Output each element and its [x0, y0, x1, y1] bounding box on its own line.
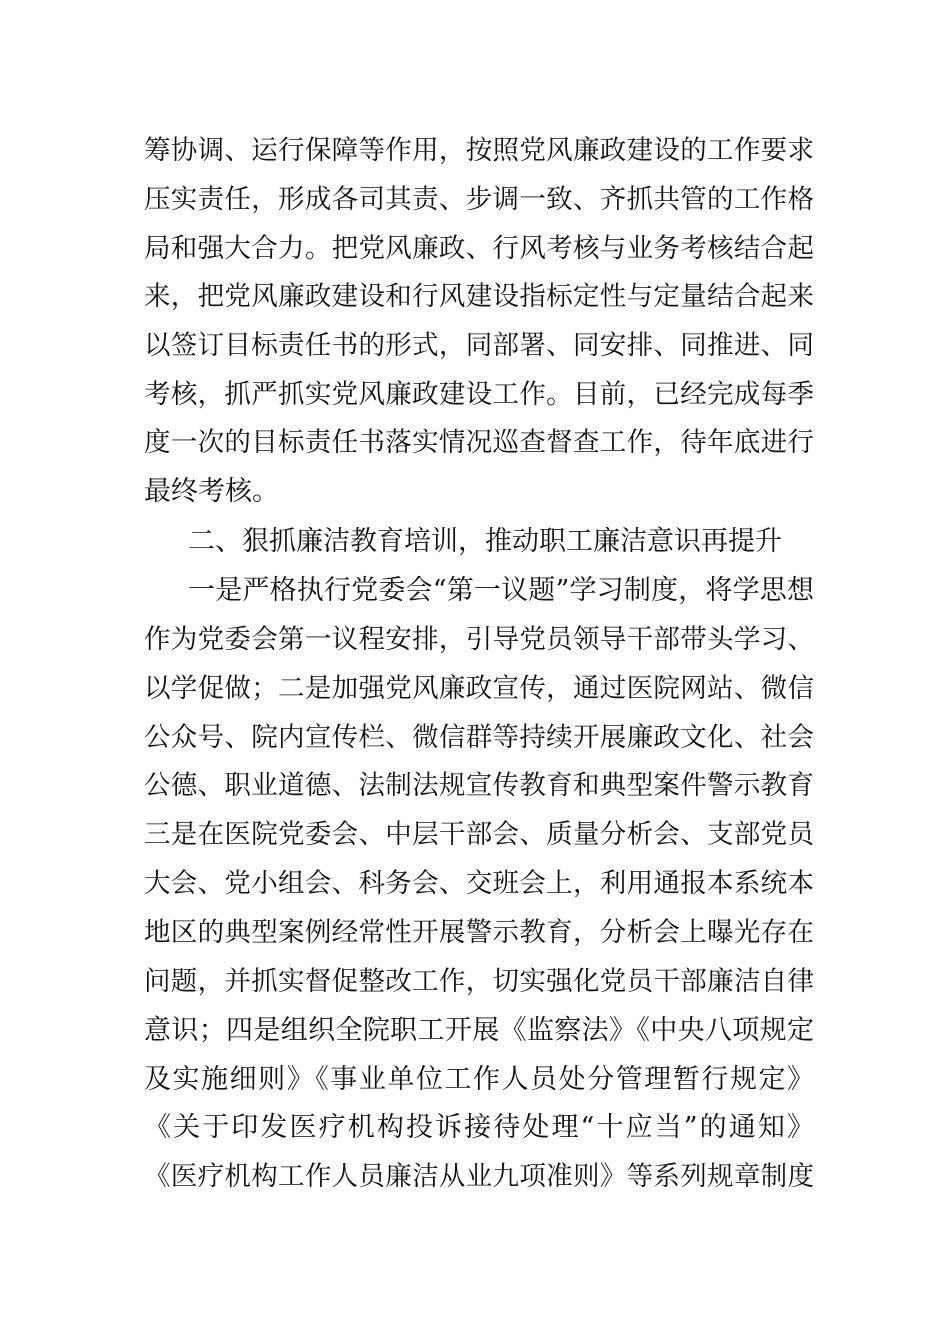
body-line-5: 以签订目标责任书的形式，同部署、同安排、同推进、同 [144, 330, 814, 361]
body-line-1: 筹协调、运行保障等作用，按照党风廉政建设的工作要求 [144, 135, 814, 166]
body-line-6: 考核，抓严抓实党风廉政建设工作。目前，已经完成每季 [144, 379, 814, 410]
body-line-4: 来，把党风廉政建设和行风建设指标定性与定量结合起来 [144, 281, 814, 312]
body-line-17: 地区的典型案例经常性开展警示教育，分析会上曝光存在 [144, 917, 814, 948]
body-line-22: 《医疗机构工作人员廉洁从业九项准则》等系列规章制度 [144, 1161, 814, 1192]
body-line-14: 公德、职业道德、法制法规宣传教育和典型案件警示教育 [144, 770, 814, 801]
body-line-21: 《关于印发医疗机构投诉接待处理“十应当”的通知》 [144, 1112, 814, 1143]
body-line-12: 以学促做；二是加强党风廉政宣传，通过医院网站、微信 [144, 673, 814, 704]
body-line-20: 及实施细则》《事业单位工作人员处分管理暂行规定》 [144, 1064, 814, 1095]
body-line-3: 局和强大合力。把党风廉政、行风考核与业务考核结合起 [144, 233, 814, 264]
body-line-19: 意识；四是组织全院职工开展《监察法》《中央八项规定 [144, 1015, 814, 1046]
body-line-13: 公众号、院内宣传栏、微信群等持续开展廉政文化、社会 [144, 722, 814, 753]
body-line-18: 问题，并抓实督促整改工作，切实强化党员干部廉洁自律 [144, 966, 814, 997]
body-line-2: 压实责任，形成各司其责、步调一致、齐抓共管的工作格 [144, 184, 814, 215]
body-line-7: 度一次的目标责任书落实情况巡查督查工作，待年底进行 [144, 427, 814, 458]
body-line-8: 最终考核。 [144, 476, 279, 507]
body-line-15: 三是在医院党委会、中层干部会、质量分析会、支部党员 [144, 819, 814, 850]
body-line-10: 一是严格执行党委会“第一议题”学习制度，将学思想 [188, 575, 814, 606]
body-line-11: 作为党委会第一议程安排，引导党员领导干部带头学习、 [144, 624, 814, 655]
section-heading: 二、狠抓廉洁教育培训，推动职工廉洁意识再提升 [188, 526, 782, 557]
body-line-16: 大会、党小组会、科务会、交班会上，利用通报本系统本 [144, 868, 814, 899]
